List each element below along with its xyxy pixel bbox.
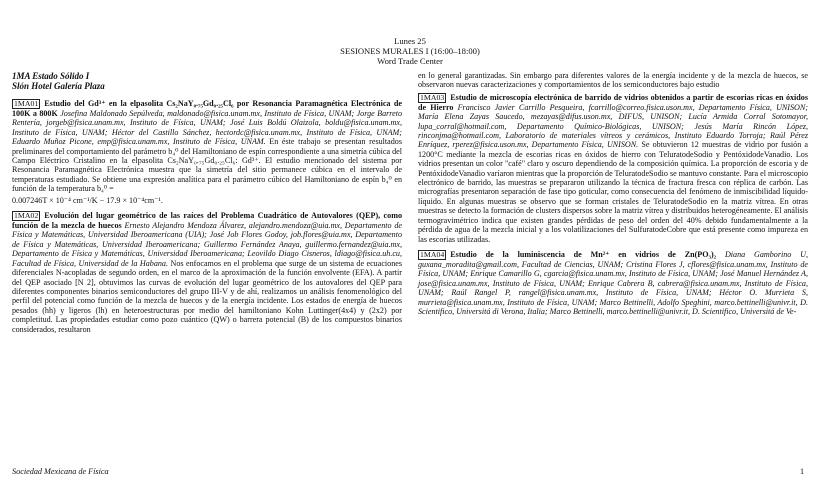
section-location: Slón Hotel Galería Plaza: [12, 81, 105, 91]
abstract-authors: Ernesto Alejandro Mendoza Álvarez, alejandro.mendoza@uia.mx, Departamento de Física y Matemáticas, Universidad Iberoamericana (UIA); José Job Flores Godoy, job.flores@uia.mx, Departamento de Física y Matemáticas, Universidad Iberoamericana; Guillermo Fernández Anaya, guillermo.fernandez@uia.mx, Departamento de Física y Matemáticas, Universidad Iberoamericana; Leovildo Diago Cisneros, ldiago@fisica.uh.cu, Facultad de Física, Universidad de la Habana.: [12, 221, 402, 268]
right-column: [418, 71, 808, 316]
abstract-code: 1MA03: [420, 92, 445, 102]
abstract-title: Evolución del lugar geométrico de las raíces del Problema Cuadrático de Autovalores (QEP), como función de la mezcla de huecos: [12, 211, 402, 231]
abstract-title: Estudio del Gd³⁺ en la elpasolita Cs₂NaY₀.₇₅Gd₀.₂₅Cl₆ por Resonancia Paramagnética Electrónica de 100K a 800K: [12, 99, 402, 118]
session-venue: Word Trade Center: [377, 56, 443, 66]
abstract-body: Se obtuvieron 12 muestras de vidrio por fusión a 1200°C mediante la mezcla de escorias ricas en óxidos de hierro con TeluratodeSodio y PentóxidodeVanadio. Los vidrios presentan un color "café" claro y oscuro dependiendo de la composición química. La proporción de escoria y de PentóxidodeVanadio varíaron mientras que la proporción de TeluratodeSodio se mantuvo constante. Para el microscopio electrónico de barrido, las muestras se prepararon utilizando la técnica de fractura fresca con réplica de carbón. Las micrografías presentaron separación de fase tipo goticular, como consecuencia del fenómeno de inmiscibilidad líquido-líquido. En algunas muestras se observo que se forman cristales de TeluratodeSodio en la matriz vítrea. En otras muestras se detecto la formación de clusters dispersos sobre la matriz vítrea y distribuidos heterogéneamente. El análisis termogravimétrico indica que existen grandes pérdidas de peso del orden del 40% debido fundamentalmente a la pérdida de agua de la mezcla inicial y a los volatilizaciones del SulfuratodeCobre que está presente como impureza en las escorias utilizadas.: [418, 140, 809, 244]
abstract-1ma04: [418, 250, 808, 316]
abstract-code: 1MA02: [14, 211, 39, 221]
abstract-body: En éste trabajo se presentan resultados preliminares del comportamiento del parámetro b₄⁰ del Hamiltoniano de espín correspondiente a una simetría cúbica del Campo Eléctrico Cristalino en la elpasolita Cs₂NaY₀.₇₅Gd₀.₂₅Cl₆: Gd³⁺. El estudio mencionado del sistema por Resonancia Paramagnética Electrónica muestra que la simetría del sitio permanece cúbica en el intervalo de temperaturas estudiado. Se obtiene una expresión analítica para el parámetro cúbico del Hamiltoniano de espín b₄⁰ en función de la temperatura b₄⁰ =: [12, 137, 402, 194]
page-header: [0, 36, 820, 66]
abstract-body: Nos enfocamos en el problema que surge de un sistema de ecuaciones diferenciales N-acopladas de segundo orden, en el marco de la aproximación de la función envolvente (EFA). A partir del QEP asociado [N 2], obtuvimos las curvas de evolución del lugar geométrico de los autovalores del QEP para diferentes componentes binarios semiconductores del grupo III-V y de ahí, realizamos un análisis fenomenológico del perfil del potencial como función de la mezcla de huecos y de la energía incidente. Los estados de energía de huecos pesados (hh) y ligeros (lh) en heteroestructuras por medio del hamiltoniano Kohn Luttinger(4x4) y (2x2) por completitud. Las propiedades estudiar como pozo cuántico (QW) o barrera potencial (B) de los compuestos binarios considerados, resultaron: [12, 258, 403, 334]
abstract-authors: Diana Gamborino U, guxana_moradita@gmail.com, Facultad de Ciencias, UNAM; Cristina Flores J, cflores@fisica.unam.mx, Instituto de Física, UNAM; Enrique Camarillo G, cgarcia@fisica.unam.mx, Instituto de Física, UNAM; José Manuel Hernández A, jose@fisica.unam.mx, Instituto de Física, UNAM; Enrique Cabrera B, cabrera@fisica.unam.mx, Instituto de Física, UNAM; Raúl Rangel P, rangel@fisica.unam.mx, Instituto de Física, UNAM; Héctor O. Murrieta S, murrieta@fisica.unam.mx, Instituto de Física, UNAM; Marco Bettinelli, Adolfo Speghini, marco.bettinelli@univr.it, D. Scientifico, Universitá di Verona, Italia; Marco Bettinelli, marco.bettinelli@univr.it, D. Scientifico, Universitá de Ve-: [418, 249, 808, 316]
left-column: [12, 71, 402, 334]
abstract-formula: 0.007246T × 10⁻⁴ cm⁻¹/K − 17.9 × 10⁻⁴cm⁻¹.: [12, 195, 163, 205]
abstract-1ma02: [12, 211, 402, 334]
section-title: 1MA Estado Sólido I: [12, 71, 90, 81]
journal-name: Sociedad Mexicana de Física: [12, 467, 109, 476]
abstract-authors: Francisco Javier Carrillo Pesqueira, fcarrillo@correo.fisica.uson.mx, Departamento Física, UNISON; María Elena Zayas Saucedo, mezayas@difus.uson.mx, DIFUS, UNISON; Lucía Armida Corral Sotomayor, lupa_corral@hotmail.com, Departamento Químico-Biológicas, UNISON; Jesús María Rincón López, rinconjma@hotmail.com, Laboratorio de materiales vítreos y cerámicos, Instituto Eduardo Torroja; Raúl Pérez Enríquez, rperez@fisica.uson.mx, Departamento Física, UNISON.: [418, 102, 808, 150]
abstract-title: Estudio de la luminiscencia de Mn²⁺ en vidrios de Zn(PO₃)₂: [450, 249, 717, 259]
abstract-title: Estudio de microscopía electrónica de barrido de vidrios obtenidos a partir de escorias ricas en óxidos de Hierro: [418, 92, 808, 112]
abstract-1ma01: [12, 99, 402, 205]
abstract-code: 1MA01: [14, 99, 39, 108]
abstract-code: 1MA04: [420, 249, 445, 259]
session-day: Lunes 25: [394, 36, 426, 46]
abstract-authors: Josefina Maldonado Sepúlveda, maldonado@fisica.unam.mx, Instituto de Física, UNAM; Jorge Barreto Rentería, jorgeb@fisica.unam.mx, Instituto de Física, UNAM; José Luis Boldú Olaizola, boldu@fisica.unam.mx, Instituto de Física, UNAM; Héctor del Castillo Sánchez, hectordc@fisica.unam.mx, Instituto de Física, UNAM; Eduardo Muñoz Picone, emp@fisica.unam.mx, Instituto de Física, UNAM.: [12, 109, 403, 147]
page-number: 1: [800, 467, 805, 476]
abstract-1ma03: [418, 93, 808, 244]
abstract-continuation: en lo general garantizadas. Sin embargo para diferentes valores de la energía incidente y de la mezcla de huecos, se observaron nuevas caracterizaciones y comportamientos de los semiconductores bajo estudio: [418, 71, 808, 90]
session-name: SESIONES MURALES I (16:00–18:00): [340, 46, 480, 56]
